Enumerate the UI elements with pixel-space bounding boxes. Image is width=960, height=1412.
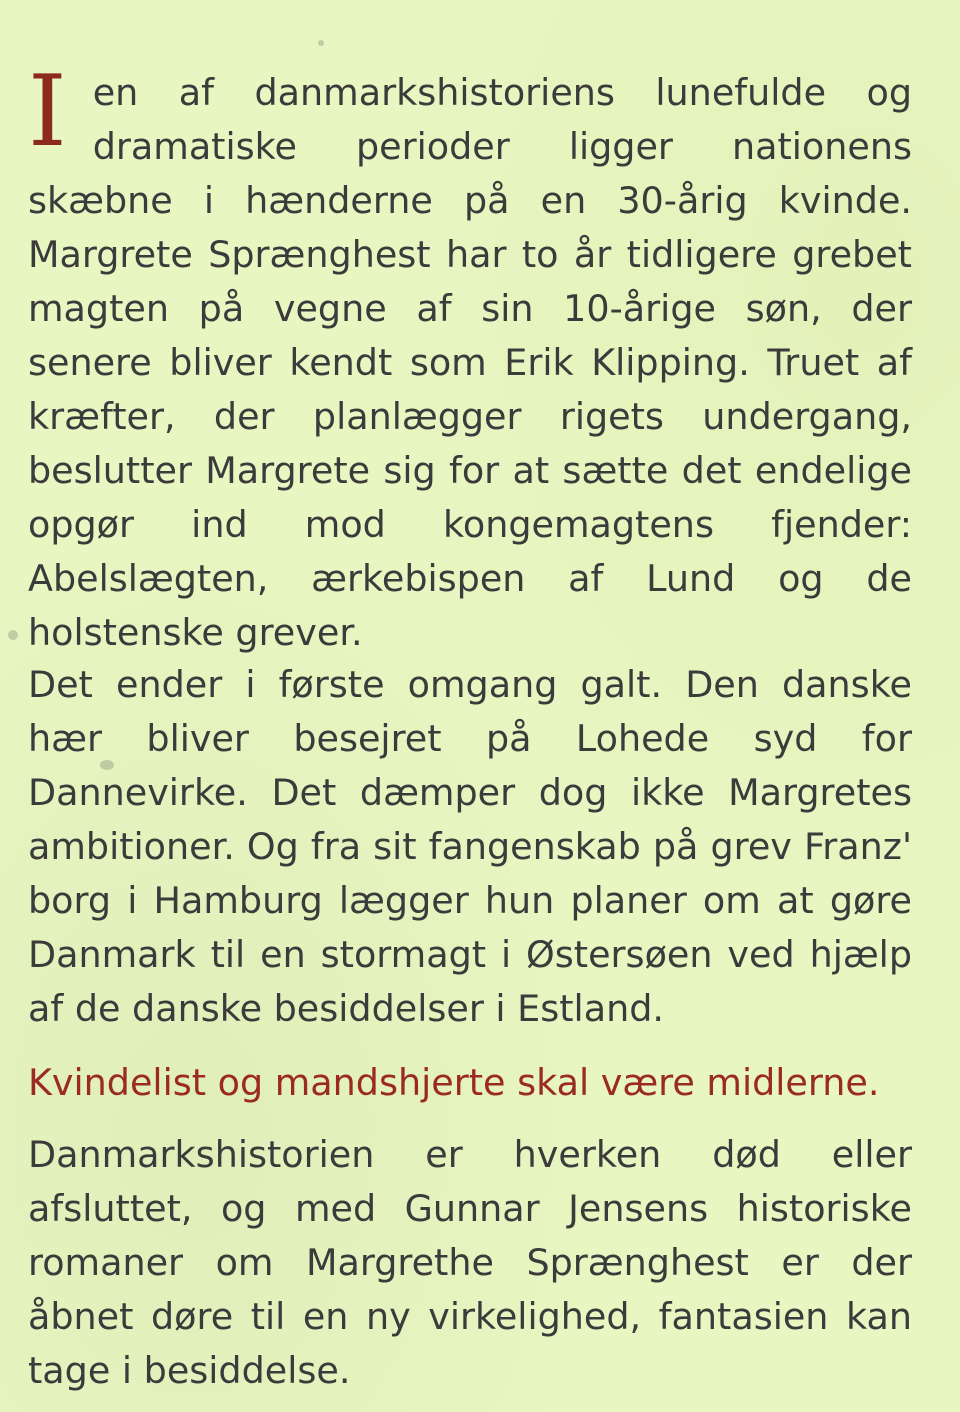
blurb-paragraph-1	[28, 55, 912, 660]
drop-cap: I	[28, 55, 67, 169]
tagline: Kvindelist og mandshjerte skal være midlerne.	[28, 1061, 880, 1104]
blurb-paragraph-2: Det ender i første omgang galt. Den danske hær bliver besejret på Lohede syd for Dannevirke. Det dæmper dog ikke Margretes ambitioner. Og fra sit fangenskab på grev Franz' borg i Hamburg lægger hun planer om at gøre Danmark til en stormagt i Østersøen ved hjælp af de danske besiddelser i Estland.	[28, 663, 912, 1030]
paper-speck	[8, 630, 18, 640]
paper-speck	[318, 40, 324, 46]
blurb-paragraph-3: Danmarkshistorien er hverken død eller afsluttet, og med Gunnar Jensens historiske romaner om Margrethe Sprænghest er der åbnet døre til en ny virkelighed, fantasien kan tage i besiddelse.	[28, 1133, 912, 1392]
paragraph-1-text: en af danmarkshistoriens lunefulde og dramatiske perioder ligger nationens skæbne i hænderne på en 30-årig kvinde. Margrete Sprænghest har to år tidligere grebet magten på vegne af sin 10-årige søn, der senere bliver kendt som Erik Klipping. Truet af kræfter, der planlægger rigets undergang, beslutter Margrete sig for at sætte det endelige opgør ind mod kongemagtens fjender: Abelslægten, ærkebispen af Lund og de holstenske grever.	[28, 71, 912, 654]
